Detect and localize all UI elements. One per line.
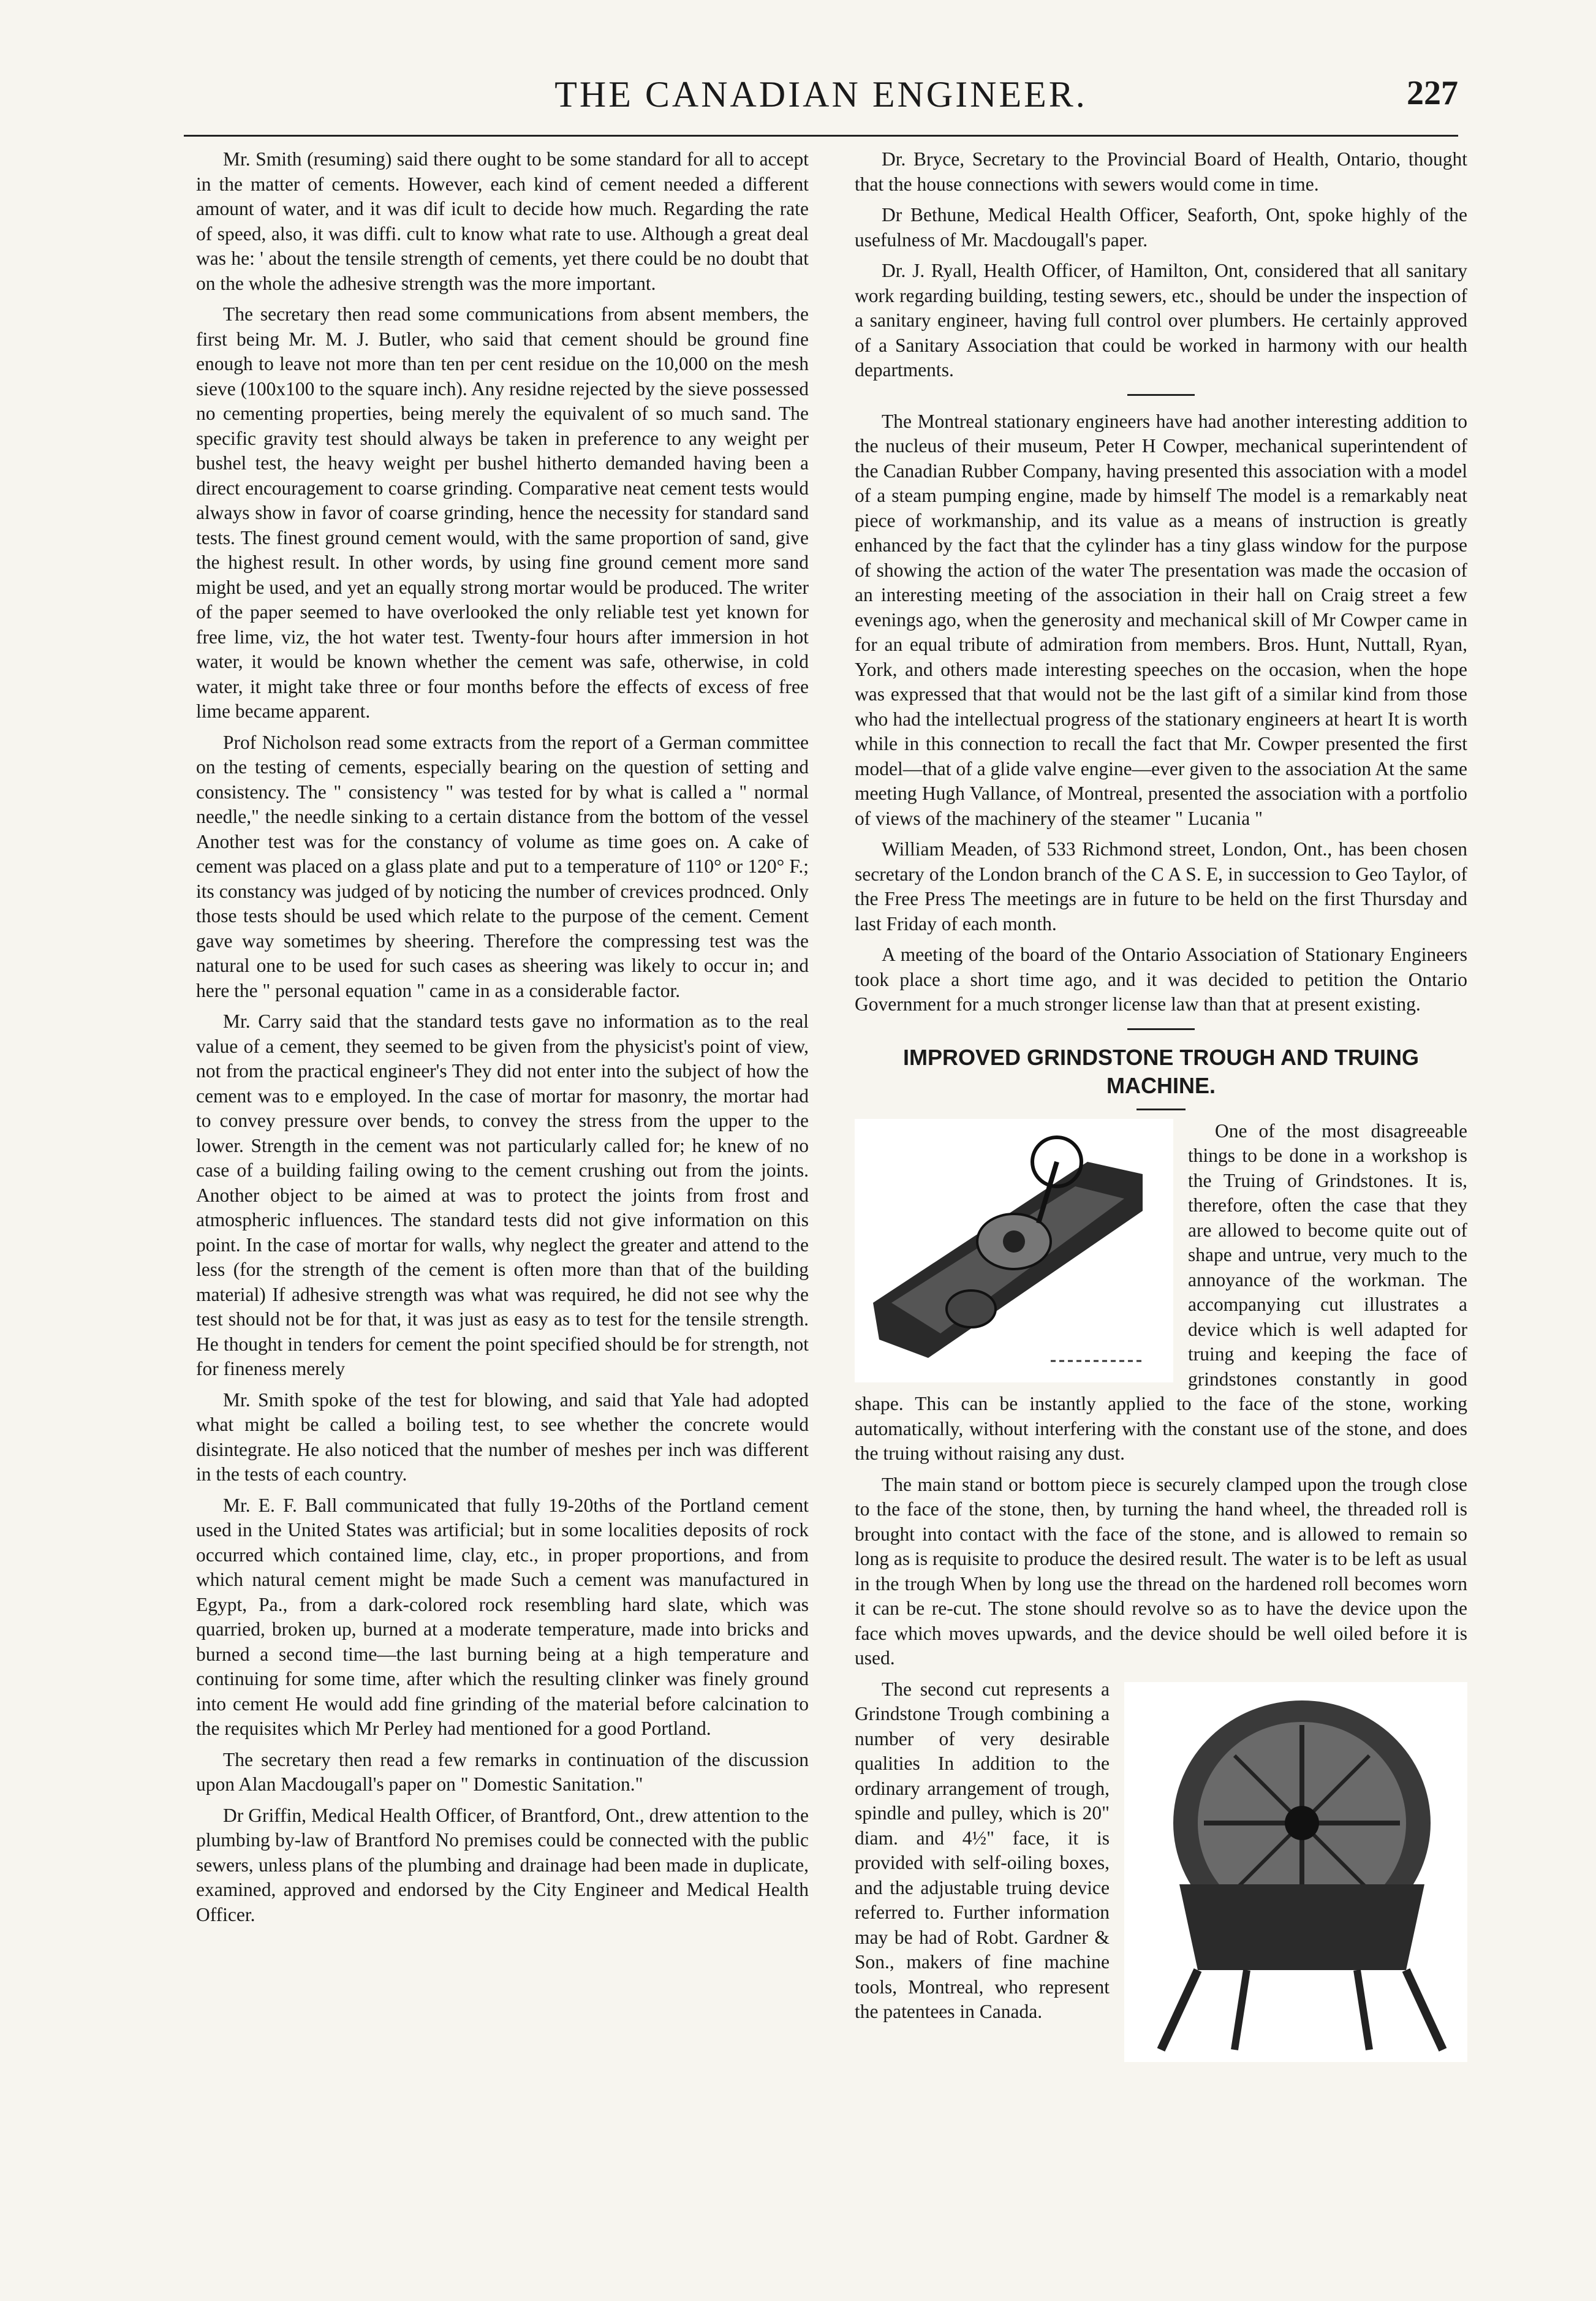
truing-device-illustration bbox=[855, 1119, 1173, 1382]
paragraph: One of the most disagreeable things to be done in a workshop is the Truing of Grindstones. It is, therefore, often the case that they are allowed to become quite out of shape and untrue, very much to the annoyance of the workman. The accompanying cut illustrates a device which is well adapted for truing and keeping the face of grindstones constantly in good shape. This can be instantly applied to the face of the stone, working automatically, without interfering with the constant use of the stone, and does the truing without raising any dust. bbox=[855, 1120, 1467, 1464]
paragraph: William Meaden, of 533 Richmond street, London, Ont., has been chosen secretary of the London branch of the C A S. E, in succession to Geo Taylor, of the Free Press The meetings are in future to be held on the first Thursday and last Friday of each month. bbox=[855, 838, 1467, 934]
page-number: 227 bbox=[1407, 74, 1458, 112]
paragraph: The secretary then read some communications from absent members, the first being Mr. M. J. Butler, who said that cement should be ground fine enough to leave not more than ten per cent residue on the 10,000 on the mesh sieve (100x100 to the square inch). Any residne rejected by the sieve possessed no cementing properties, being merely the equivalent of so much sand. The specific gravity test should always be taken in preference to any weight per bushel test, the heavy weight per bushel hitherto demanded having been a direct encouragement to coarse grinding. Comparative neat cement tests would always show in favor of coarse grinding, hence the necessity for standard sand tests. The finest ground cement would, with the same proportion of sand, give the highest result. In other words, by using fine ground cement more sand might be used, and yet an equally strong mortar would be produced. The writer of the paper seemed to have overlooked the only reliable test yet known for free lime, viz, the hot water test. Twenty-four hours after immersion in hot water, it would be known whether the cement was safe, otherwise, in cold water, it might take three or four months before the effects of excess of free lime became apparent. bbox=[196, 303, 809, 722]
paragraph: The second cut represents a Grindstone Trough combining a number of very desirable qualities In addition to the ordinary arrangement of trough, spindle and pulley, which is 20" diam. and 4½" face, it is provided with self-oiling boxes, and the adjustable truing device referred to. Further information may be had of Robt. Gardner & Son., makers of fine machine tools, Montreal, who represent the patentees in Canada. bbox=[855, 1678, 1110, 2022]
grindstone-trough-illustration bbox=[1124, 1682, 1467, 2062]
truing-device-engraving bbox=[855, 1119, 1173, 1382]
paragraph: The Montreal stationary engineers have had another interesting addition to the nucleus of their museum, Peter H Cowper, mechanical superintendent of the Canadian Rubber Company, having presented this association with a model of a steam pumping engine, made by himself The model is a remarkably neat piece of workmanship, and its value as a means of instruction is greatly enhanced by the fact that the cylinder has a tiny glass window for the purpose of showing the action of the water The presentation was made the occasion of an interesting meeting of the association in their hall on Craig street a few evenings ago, when the generosity and mechanical skill of Mr Cowper came in for an equal tribute of admiration from members. Bros. Hunt, Nuttall, Ryan, York, and others made interesting speeches on the occasion, when the hope was expressed that that would not be the last gift of a similar kind from those who had the intellectual progress of the stationary engineers at heart It is worth while in this connection to recall the fact that Mr. Cowper presented the first model—that of a glide valve engine—ever given to the association At the same meeting Hugh Vallance, of Montreal, presented the association with a portfolio of views of the machinery of the steamer " Lucania " bbox=[855, 410, 1467, 829]
paragraph: Dr. J. Ryall, Health Officer, of Hamilton, Ont, considered that all sanitary work regarding building, testing sewers, etc., should be under the inspection of a sanitary engineer, having full control over plumbers. He certainly approved of a Sanitary Association that could be worked in harmony with our health departments. bbox=[855, 260, 1467, 381]
header-rule bbox=[184, 135, 1458, 137]
section-divider bbox=[1127, 394, 1195, 396]
journal-title: THE CANADIAN ENGINEER. bbox=[554, 74, 1087, 115]
right-column bbox=[855, 147, 1467, 2068]
paragraph: Prof Nicholson read some extracts from the report of a German committee on the testing of cements, especially bearing on the question of setting and consistency. The " consistency " was tested for by what is called a " normal needle," the needle sinking to a certain distance from the bottom of the vessel Another test was for the constancy of volume as time goes on. A cake of cement was placed on a glass plate and put to a temperature of 110° or 120° F.; its constancy was judged of by noticing the number of crevices prodnced. Only those tests should be used which relate to the purpose of the cement. Cement gave way sometimes by sheering. Therefore the compressing test was the natural one to be used for such cases as sheering was likely to occur in; and here the " personal equation " came in as a considerable factor. bbox=[196, 731, 809, 1001]
title-divider bbox=[1136, 1109, 1186, 1110]
page-header bbox=[184, 74, 1458, 141]
paragraph: A meeting of the board of the Ontario Association of Stationary Engineers took place a short time ago, and it was decided to petition the Ontario Government for a much stronger license law than that at present existing. bbox=[855, 944, 1467, 1015]
paragraph: The secretary then read a few remarks in continuation of the discussion upon Alan Macdougall's paper on " Domestic Sanitation." bbox=[196, 1748, 809, 1795]
left-column bbox=[196, 147, 809, 1933]
paragraph: Mr. E. F. Ball communicated that fully 19-20ths of the Portland cement used in the United States was artificial; but in some localities deposits of rock occurred which contained lime, clay, etc., in proper proportions, and from which natural cement might be made Such a cement was manufactured in Egypt, Pa., from a dark-colored rock resembling hard slate, which was quarried, broken up, burned at a moderate temperature, made into bricks and burned a second time—the last burning being at a high temperature and continuing for some time, after which the resulting clinker was finely ground into cement He would add fine grinding of the material before calcination to the requisites which Mr Perley had mentioned for a good Portland. bbox=[196, 1494, 809, 1739]
paragraph: Dr. Bryce, Secretary to the Provincial Board of Health, Ontario, thought that the house connections with sewers would come in time. bbox=[855, 148, 1467, 195]
paragraph: Dr Bethune, Medical Health Officer, Seaforth, Ont, spoke highly of the usefulness of Mr. Macdougall's paper. bbox=[855, 204, 1467, 251]
paragraph: Dr Griffin, Medical Health Officer, of Brantford, Ont., drew attention to the plumbing by-law of Brantford No premises could be connected with the public sewers, unless plans of the plumbing and drainage had been made in duplicate, examined, approved and endorsed by the City Engineer and Medical Health Officer. bbox=[196, 1804, 809, 1925]
grindstone-trough-engraving bbox=[1124, 1682, 1467, 2062]
article-title: IMPROVED GRINDSTONE TROUGH AND TRUING MACHINE. bbox=[902, 1044, 1420, 1098]
paragraph: The main stand or bottom piece is securely clamped upon the trough close to the face of the stone, then, by turning the hand wheel, the threaded roll is brought into contact with the face of the stone, and is allowed to remain so long as is requisite to produce the desired result. The water is to be left as usual in the trough When by long use the thread on the hardened roll becomes worn it can be re-cut. The stone should revolve so as to have the device upon the face which moves upwards, and the device should be well oiled before it is used. bbox=[855, 1473, 1467, 1669]
paragraph: Mr. Smith (resuming) said there ought to be some standard for all to accept in the matter of cements. However, each kind of cement needed a different amount of water, and it was dif icult to decide how much. Regarding the rate of speed, also, it was diffi. cult to know what rate to use. Although a great deal was he: ' about the tensile strength of cements, yet there could be no doubt that on the whole the adhesive strength was the more important. bbox=[196, 148, 809, 294]
paragraph: Mr. Smith spoke of the test for blowing, and said that Yale had adopted what might be called a boiling test, to see whether the concrete would disintegrate. He also noticed that the number of meshes per inch was different in the tests of each country. bbox=[196, 1389, 809, 1485]
section-divider bbox=[1127, 1028, 1195, 1030]
paragraph: Mr. Carry said that the standard tests gave no information as to the real value of a cement, they seemed to be given from the physicist's point of view, not from the practical engineer's They did not enter into the subject of how the cement was to e employed. In the case of mortar for masonry, the mortar had to convey pressure over bends, to convey the stress from the upper to the lower. Strength in the cement was not particularly called for; he knew of no case of a building failing owing to the cement crushing out from the joints. Another object to be aimed at was to protect the joints from frost and atmospheric influences. The standard tests did not give information on this point. In the case of mortar for walls, why neglect the greater and attend to the less (for the strength of the cement is often more than that of the building material) If adhesive strength was what was required, he did not see why the test should not be for that, it was just as easy as to test for the tensile strength. He thought in tenders for cement the point specified should be for strength, not for fineness merely bbox=[196, 1010, 809, 1379]
